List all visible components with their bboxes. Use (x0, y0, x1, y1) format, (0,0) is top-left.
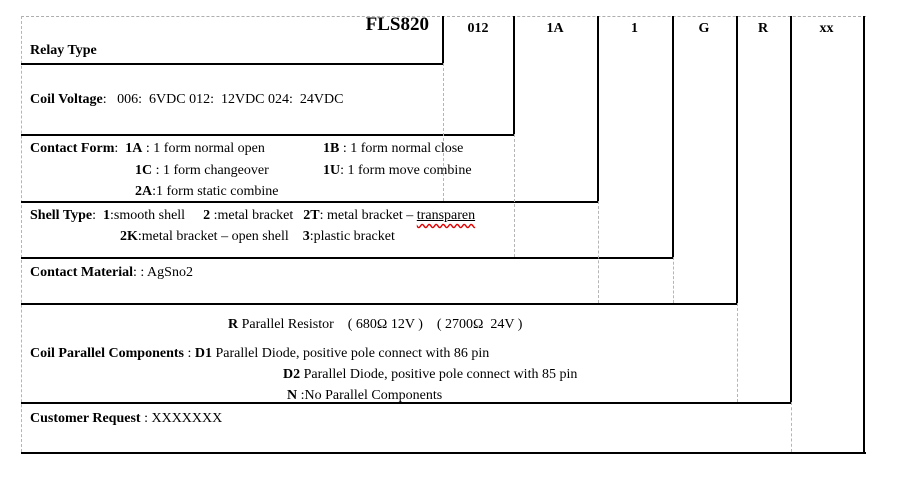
option-code-1B: 1B (323, 141, 340, 156)
customer-request-value: XXXXXXX (151, 411, 223, 426)
option-code-2A: 2A (135, 184, 153, 199)
option-code-1A: 1A (125, 141, 143, 156)
column-line-shell-type (672, 16, 674, 257)
code-segment-coil-parallel: R (757, 21, 769, 36)
coil-parallel-label: Coil Parallel Components (30, 346, 184, 361)
contact-form-line2-left: 1C : 1 form changeover (135, 163, 269, 178)
option-desc-plastic-bracket: plastic bracket (313, 229, 395, 244)
coil-voltage-options: 006: 6VDC 012: 12VDC 024: 24VDC (117, 92, 344, 107)
option-desc-N: :No Parallel Components (297, 388, 443, 403)
option-desc-1A: 1 form normal open (153, 141, 265, 156)
option-desc-2A: 1 form static combine (156, 184, 279, 199)
option-code-D2: D2 (283, 367, 301, 382)
coil-voltage-row (30, 91, 343, 108)
contact-form-underline (21, 201, 598, 203)
option-desc-1U: 1 form move combine (347, 163, 472, 178)
contact-form-label: Contact Form (30, 141, 115, 156)
column-line-material (736, 16, 738, 303)
customer-request-label: Customer Request (30, 411, 141, 426)
option-desc-1C: 1 form changeover (163, 163, 269, 178)
option-code-1: 1 (103, 208, 111, 223)
contact-form-line2-right: 1U: 1 form move combine (323, 163, 472, 178)
option-desc-D1: Parallel Diode, positive pole connect with 86 pin (212, 346, 490, 361)
shell-type-underline (21, 257, 673, 259)
customer-request-row: Customer Request : XXXXXXX (30, 411, 223, 426)
option-desc-metal-bracket: metal bracket (217, 208, 294, 223)
contact-form-line3: 2A:1 form static combine (135, 184, 279, 199)
gridline-shell-col (673, 257, 674, 303)
model-number: FLS820 (365, 14, 429, 35)
option-code-D1: D1 (194, 346, 213, 361)
option-code-1C: 1C (135, 163, 153, 178)
option-desc-2T: metal bracket – (327, 208, 417, 223)
code-segment-voltage: 012 (467, 21, 489, 36)
coil-parallel-line2 (283, 366, 577, 383)
option-desc-1B: 1 form normal close (350, 141, 464, 156)
option-code-2K: 2K (120, 229, 138, 244)
code-segment-material: G (698, 21, 710, 36)
contact-material-underline (21, 303, 737, 305)
option-code-1U: 1U (323, 163, 341, 178)
coil-voltage-sep: : (102, 92, 118, 107)
gridline-material-col (737, 303, 738, 402)
coil-voltage-label: Coil Voltage (30, 92, 103, 107)
option-code-2: 2 (203, 208, 211, 223)
table-left-gridline (21, 16, 22, 452)
option-desc-D2: Parallel Diode, positive pole connect with 85 pin (300, 367, 578, 382)
column-line-contact-form (597, 16, 599, 201)
contact-form-line1-left: Contact Form: 1A : 1 form normal open (30, 141, 265, 156)
coil-parallel-resistor-line (228, 316, 522, 333)
gridline-model-col (443, 63, 444, 201)
code-segment-contact-form: 1A (546, 21, 564, 36)
column-line-coil-parallel (790, 16, 792, 402)
option-code-2T: 2T (303, 208, 320, 223)
contact-form-line1-right: 1B : 1 form normal close (323, 141, 464, 156)
coil-parallel-line1: Coil Parallel Components : D1 Parallel Diode, positive pole connect with 86 pin (30, 346, 490, 361)
contact-material-value: AgSno2 (147, 265, 193, 280)
contact-material-row: Contact Material: : AgSno2 (30, 265, 193, 280)
gridline-contact-form-col (598, 201, 599, 303)
relay-type-row (30, 42, 97, 59)
gridline-coil-parallel-col (791, 402, 792, 452)
table-right-border (863, 16, 865, 454)
option-code-N: N (287, 388, 298, 403)
option-desc-R: Parallel Resistor ( 680Ω 12V ) ( 2700Ω 24V ) (238, 317, 523, 332)
option-desc-2K: metal bracket – open shell (141, 229, 289, 244)
option-code-3: 3 (302, 229, 310, 244)
code-segment-customer: xx (819, 21, 834, 36)
coil-parallel-line3 (287, 387, 442, 404)
gridline-voltage-col (514, 134, 515, 257)
option-desc-smooth-shell: smooth shell (113, 208, 186, 223)
shell-type-line2: 2K:metal bracket – open shell 3:plastic bracket (120, 229, 395, 244)
shell-type-line1: Shell Type: 1:smooth shell 2 :metal bracket 2T: metal bracket – transparen (30, 208, 476, 223)
shell-type-label: Shell Type (30, 208, 93, 223)
misspelled-word-underlined: transparen (416, 208, 476, 223)
contact-material-label: Contact Material (30, 265, 134, 280)
relay-type-label: Relay Type (30, 43, 97, 58)
coil-voltage-underline (21, 134, 514, 136)
code-segment-shell-type: 1 (631, 21, 638, 36)
option-code-R: R (228, 317, 239, 332)
table-bottom-border (21, 452, 866, 454)
relay-type-underline (21, 63, 443, 65)
